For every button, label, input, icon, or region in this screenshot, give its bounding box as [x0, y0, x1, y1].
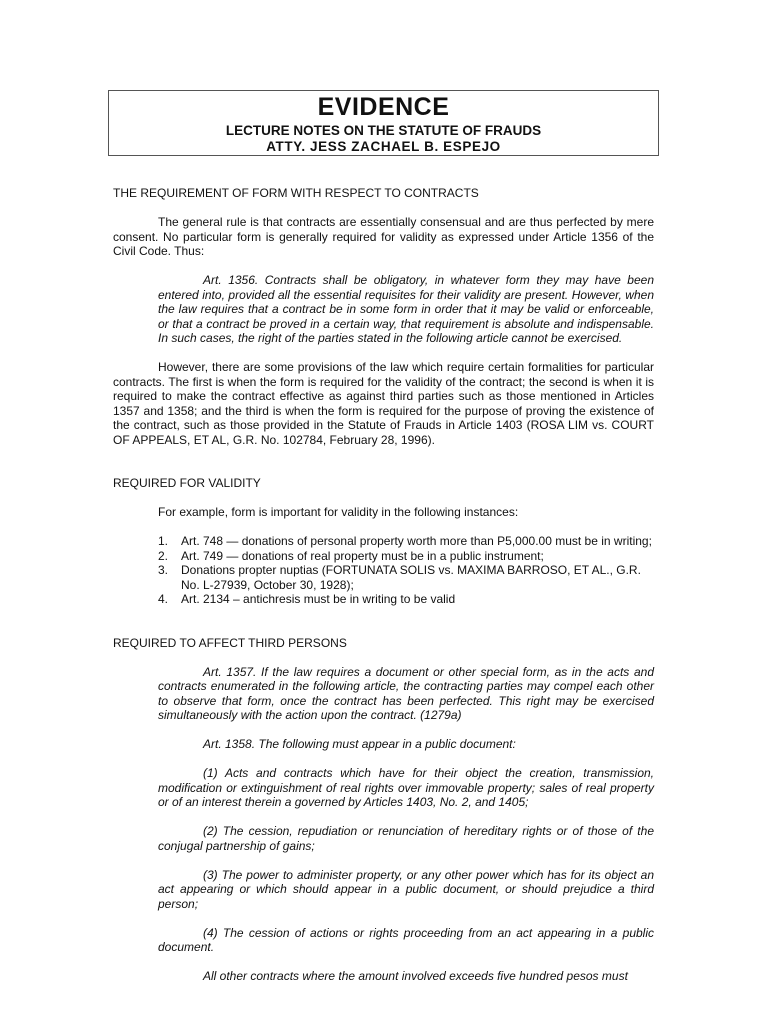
list-item: 1. Art. 748 — donations of personal property worth more than P5,000.00 must be in writing;	[158, 534, 652, 548]
document-body	[113, 186, 654, 984]
document-subtitle: LECTURE NOTES ON THE STATUTE OF FRAUDS	[225, 123, 542, 138]
list-item: 4. Art. 2134 – antichresis must be in writing to be valid	[158, 592, 456, 606]
quote-item-3: (3) The power to administer property, or any other power which has for its object an act appearing or which should appear in a public document, or should prejudice a third person;	[158, 867, 654, 911]
paragraph-validity-intro: For example, form is important for validity in the following instances:	[158, 505, 519, 519]
validity-list	[113, 534, 654, 607]
list-item: 3. Donations propter nuptias (FORTUNATA SOLIS vs. MAXIMA BARROSO, ET AL., G.R. No. L-27939, October 30, 1928);	[158, 563, 641, 592]
quote-item-4: (4) The cession of actions or rights proceeding from an act appearing in a public document.	[158, 925, 654, 954]
section-heading-third-persons: REQUIRED TO AFFECT THIRD PERSONS	[113, 635, 347, 650]
section-heading-validity: REQUIRED FOR VALIDITY	[113, 476, 261, 490]
title-box	[108, 90, 659, 156]
list-item: 2. Art. 749 — donations of real property must be in a public instrument;	[158, 548, 544, 563]
quote-art-1356: Art. 1356. Contracts shall be obligatory, in whatever form they may have been entered into, provided all the essential requisites for their validity are present. However, when the law requires that a contract be in some form in order that it may be valid or enforceable, or that a contract be proved in a certain way, that requirement is absolute and indispensable. In such cases, the right of the parties stated in the following article cannot be exercised.	[158, 273, 654, 345]
quote-other-contracts: All other contracts where the amount involved exceeds five hundred pesos must	[203, 969, 628, 983]
document-title: EVIDENCE	[317, 93, 450, 121]
paragraph-general-rule: The general rule is that contracts are essentially consensual and are thus perfected by mere consent. No particular form is generally required for validity as expressed under Article 1356 of the Civil Code. Thus:	[113, 215, 654, 258]
quote-item-2: (2) The cession, repudiation or renunciation of hereditary rights or of those of the conjugal partnership of gains;	[158, 824, 654, 853]
quote-art-1358: Art. 1358. The following must appear in a public document:	[203, 737, 516, 751]
section-heading-form: THE REQUIREMENT OF FORM WITH RESPECT TO CONTRACTS	[113, 186, 479, 200]
paragraph-formalities: However, there are some provisions of the law which require certain formalities for particular contracts. The first is when the form is required for the validity of the contract; the second is when it is required to make the contract effective as against third parties such as those mentioned in Articles 1357 and 1358; and the third is when the form is required for the purpose of proving the existence of the contract, such as those provided in the Statute of Frauds in Article 1403 (ROSA LIM vs. COURT OF APPEALS, ET AL, G.R. No. 102784, February 28, 1996).	[113, 360, 654, 447]
quote-item-1: (1) Acts and contracts which have for their object the creation, transmission, modification or extinguishment of real rights over immovable property; sales of real property or of an interest therein a governed by Articles 1403, No. 2, and 1405;	[158, 766, 654, 809]
document-author: ATTY. JESS ZACHAEL B. ESPEJO	[266, 139, 501, 154]
quote-art-1357: Art. 1357. If the law requires a document or other special form, as in the acts and contracts enumerated in the following article, the contracting parties may compel each other to observe that form, once the contract has been perfected. This right may be exercised simultaneously with the action upon the contract. (1279a)	[158, 664, 654, 722]
